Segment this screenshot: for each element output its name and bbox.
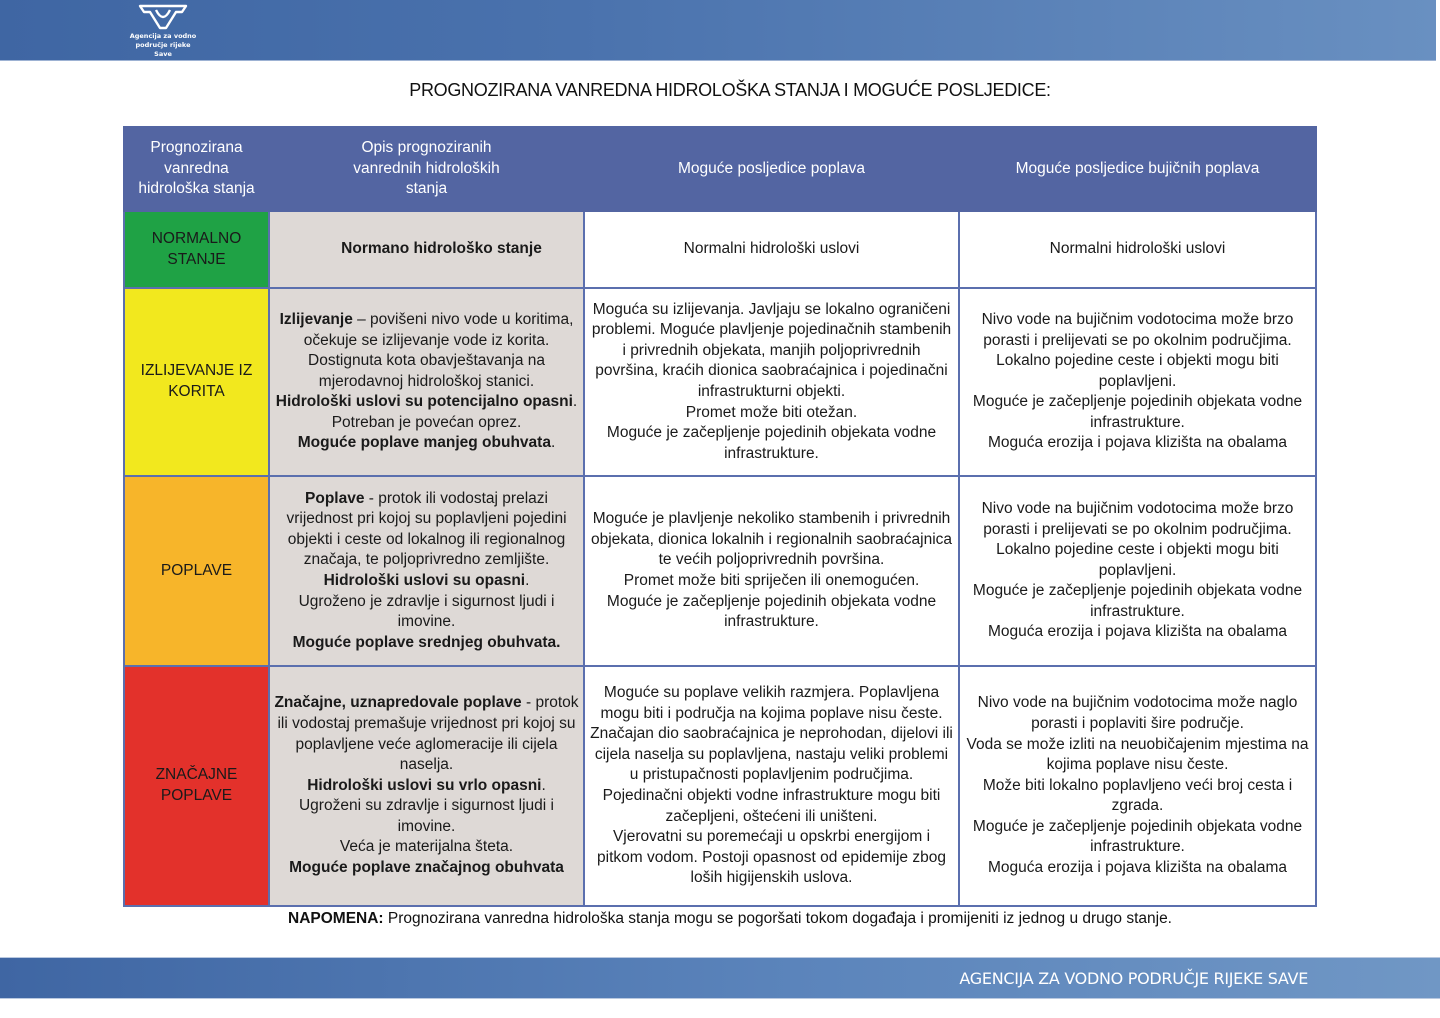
state-cell <box>124 476 269 666</box>
flash-flood-consequences-cell <box>959 476 1316 666</box>
note <box>0 910 1440 928</box>
consequence-paragraph: Moguće je začepljenje pojedinih objekata vodne infrastrukture. <box>606 424 937 462</box>
flood-consequences-cell <box>584 476 959 666</box>
state-label: ZNAČAJNE POPLAVE <box>155 766 238 804</box>
consequence-paragraph: Moguće su poplave velikih razmjera. Poplavljena mogu biti i područja na kojima poplave nisu česte. Značajan dio saobraćajnica je neprohodan, dijelovi ili cijela naselja su poplavljena, nastaju veliki problemi u pristupačnosti poplavljenim područjima. <box>590 684 953 784</box>
column-header-state: Prognozirana vanredna hidrološka stanja <box>124 127 269 211</box>
logo-text-line2: područje rijeke Save <box>135 41 191 58</box>
description-paragraph <box>274 433 579 454</box>
description-cell <box>269 288 584 476</box>
description-bold-text: Hidrološki uslovi su vrlo opasni <box>307 776 542 794</box>
flood-consequences-cell <box>584 211 959 288</box>
consequence-paragraph: Moguće je začepljenje pojedinih objekata vodne infrastrukture. <box>972 817 1303 856</box>
description-paragraph <box>274 858 579 879</box>
description-paragraph <box>274 310 579 392</box>
description-text: Ugroženo je zdravlje i sigurnost ljudi i imovine. <box>298 592 555 631</box>
description-paragraph <box>274 837 579 858</box>
description-text: Veća je materijalna šteta. <box>339 838 514 856</box>
note-text: Prognozirana vanredna hidrološka stanja mogu se pogoršati tokom događaja i promijeniti iz jednog u drugo stanje. <box>383 910 1172 927</box>
flash-flood-consequences-cell <box>959 666 1316 906</box>
table-row <box>124 288 1316 476</box>
consequence-paragraph: Nivo vode na bujičnim vodotocima može brzo porasti i prelijevati se po okolnim područjima. <box>981 310 1294 349</box>
description-paragraph <box>274 796 579 837</box>
consequence-paragraph: Moguća erozija i pojava klizišta na obalama <box>988 434 1287 452</box>
description-text: - protok ili vodostaj prelazi vrijednost pri kojoj su poplavljeni pojedini objekti i ceste od lokalnog ili regionalnog značaja, te poljoprivredno zemljište. <box>286 489 567 569</box>
state-cell <box>124 288 269 476</box>
description-cell <box>269 476 584 666</box>
state-label: IZLIJEVANJE IZ KORITA <box>140 362 253 400</box>
description-bold-text: Moguće poplave značajnog obuhvata <box>289 859 564 877</box>
description-bold-text: Poplave <box>305 489 365 507</box>
consequence-paragraph: Voda se može izliti na neuobičajenim mjestima na kojima poplave nisu česte. <box>966 735 1309 774</box>
description-text: . <box>572 393 578 411</box>
description-text: . <box>541 776 546 794</box>
consequence-paragraph: Lokalno pojedine ceste i objekti mogu biti poplavljeni. <box>996 352 1279 390</box>
description-paragraph <box>274 776 579 797</box>
description-text: Potreban je povećan oprez. <box>331 413 522 431</box>
description-text: . <box>550 434 556 452</box>
description-paragraph <box>274 592 579 633</box>
consequence-paragraph: Moguće je plavljenje nekoliko stambenih i privrednih objekata, dionica lokalnih i regionalnih saobraćajnica te većih poljoprivrednih površina. <box>590 510 953 569</box>
description-bold-text: Normano hidrološko stanje <box>341 240 542 258</box>
header-band <box>0 0 1436 61</box>
agency-logo-icon <box>138 4 188 30</box>
description-bold-text: Moguće poplave manjeg obuhvata <box>297 434 551 452</box>
consequence-paragraph: Moguća erozija i pojava klizišta na obalama <box>988 859 1287 877</box>
state-label: POPLAVE <box>160 561 233 579</box>
consequence-paragraph: Nivo vode na bujičnim vodotocima može naglo porasti i poplaviti šire područje. <box>977 694 1298 732</box>
description-text: - protok ili vodostaj premašuje vrijednost pri kojoj su poplavljene veće aglomeracije ili cijela naselja. <box>277 694 579 774</box>
consequence-paragraph: Lokalno pojedine ceste i objekti mogu biti poplavljeni. <box>996 541 1279 579</box>
page-title: PROGNOZIRANA VANREDNA HIDROLOŠKA STANJA I MOGUĆE POSLJEDICE: <box>409 80 1051 100</box>
table-row <box>124 476 1316 666</box>
description-bold-text: Izlijevanje <box>279 310 353 328</box>
description-text: – povišeni nivo vode u koritima, očekuje se izlijevanje vode iz korita. Dostignuta kota obavještavanja na mjerodavnoj hidrološkoj stanici. <box>303 310 574 390</box>
column-header-flash-flood-consequences: Moguće posljedice bujičnih poplava <box>959 127 1316 211</box>
table-row <box>124 666 1316 906</box>
description-bold-text: Hidrološki uslovi su opasni <box>323 572 526 589</box>
description-paragraph <box>274 413 579 434</box>
flood-consequences-cell <box>584 288 959 476</box>
description-paragraph <box>274 571 579 592</box>
description-paragraph <box>274 392 579 413</box>
consequence-paragraph: Moguće je začepljenje pojedinih objekata vodne infrastrukture. <box>972 393 1303 431</box>
footer-agency-name: AGENCIJA ZA VODNO PODRUČJE RIJEKE SAVE <box>959 969 1308 988</box>
footer-band <box>0 957 1440 999</box>
description-cell <box>269 211 584 288</box>
consequence-paragraph: Normalni hidrološki uslovi <box>683 240 860 258</box>
state-cell <box>124 211 269 288</box>
description-cell <box>269 666 584 906</box>
agency-logo <box>128 4 198 58</box>
column-header-flood-consequences: Moguće posljedice poplava <box>584 127 959 211</box>
table-row <box>124 211 1316 288</box>
consequence-paragraph: Pojedinačni objekti vodne infrastrukture mogu biti začepljeni, oštećeni ili uništeni. <box>602 787 941 825</box>
consequence-paragraph: Nivo vode na bujičnim vodotocima može brzo porasti i prelijevati se po okolnim područjima. <box>981 499 1294 538</box>
note-label: NAPOMENA: <box>288 910 384 927</box>
flash-flood-consequences-cell <box>959 211 1316 288</box>
consequence-paragraph: Moguća su izlijevanja. Javljaju se lokalno ograničeni problemi. Moguće plavljenje pojedinačnih stambenih i privrednih objekata, manjih poljoprivrednih površina, kraćih dionica saobraćajnica i pojedinačni infrastrukturni objekti. <box>591 300 952 400</box>
flood-consequences-cell <box>584 666 959 906</box>
column-header-description: Opis prognoziranih vanrednih hidroloških stanja <box>269 127 584 211</box>
consequence-paragraph: Moguće je začepljenje pojedinih objekata vodne infrastrukture. <box>606 592 937 631</box>
logo-text-line1: Agencija za vodno <box>129 32 197 40</box>
table-header-row <box>124 127 1316 211</box>
consequence-paragraph: Normalni hidrološki uslovi <box>1049 240 1226 258</box>
description-bold-text: Hidrološki uslovi su potencijalno opasni <box>275 393 573 411</box>
state-label: NORMALNO STANJE <box>151 229 242 268</box>
description-paragraph <box>274 489 579 571</box>
description-paragraph <box>274 239 579 260</box>
hydrology-table <box>123 126 1317 907</box>
consequence-paragraph: Vjerovatni su poremećaji u opskrbi energijom i pitkom vodom. Postoji opasnost od epidemije zbog loših higijenskih uslova. <box>597 828 946 887</box>
description-text: . <box>525 572 530 589</box>
consequence-paragraph: Promet može biti otežan. <box>685 403 858 421</box>
state-cell <box>124 666 269 906</box>
description-paragraph <box>274 693 579 775</box>
consequence-paragraph: Moguća erozija i pojava klizišta na obalama <box>988 623 1287 641</box>
consequence-paragraph: Moguće je začepljenje pojedinih objekata vodne infrastrukture. <box>972 582 1303 620</box>
description-bold-text: Značajne, uznapredovale poplave <box>274 694 522 712</box>
consequence-paragraph: Može biti lokalno poplavljeno veći broj cesta i zgrada. <box>982 776 1293 815</box>
description-text: Ugroženi su zdravlje i sigurnost ljudi i imovine. <box>298 797 554 835</box>
flash-flood-consequences-cell <box>959 288 1316 476</box>
description-bold-text: Moguće poplave srednjeg obuhvata. <box>292 633 561 651</box>
description-paragraph <box>274 633 579 654</box>
consequence-paragraph: Promet može biti spriječen ili onemogućen. <box>623 572 920 589</box>
